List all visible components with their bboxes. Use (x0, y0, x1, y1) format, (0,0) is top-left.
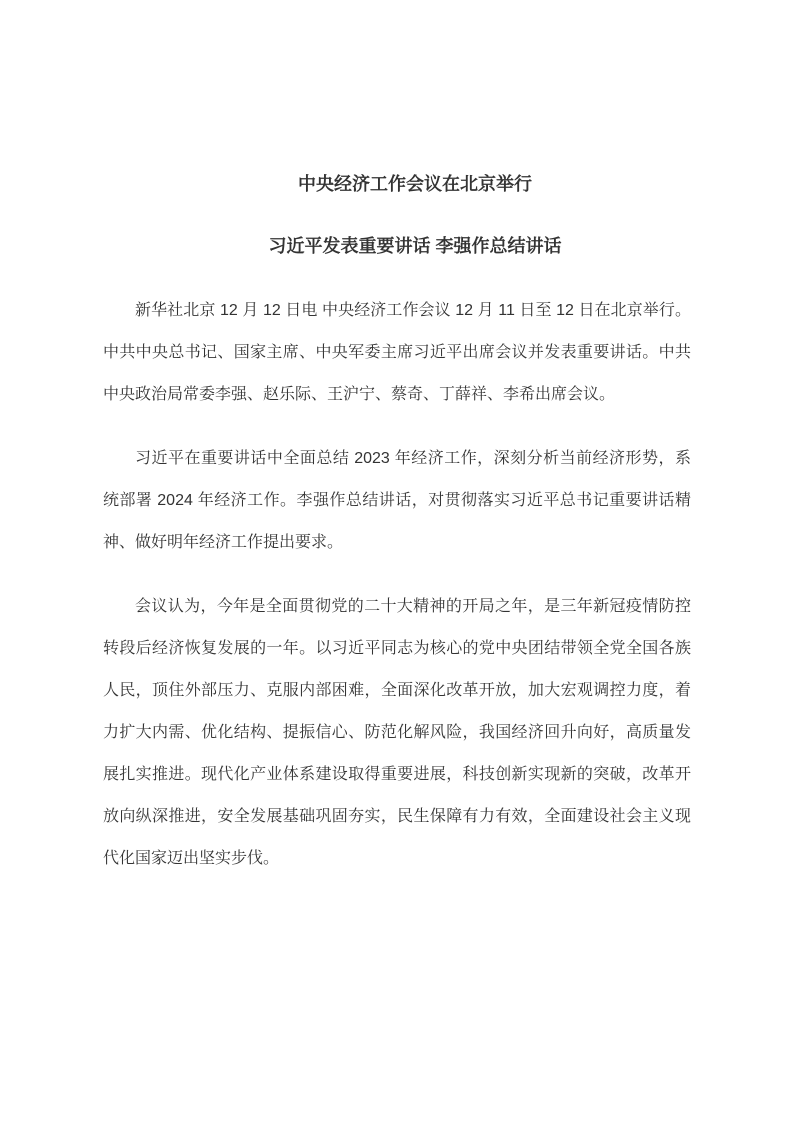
document-subtitle: 习近平发表重要讲话 李强作总结讲话 (268, 236, 562, 256)
paragraph-speeches: 习近平在重要讲话中全面总结 2023 年经济工作，深刻分析当前经济形势，系统部署 2024 年经济工作。李强作总结讲话，对贯彻落实习近平总书记重要讲话精神、做好明年经济工作提出要求。 (103, 450, 691, 551)
paragraph-dateline: 新华社北京 12 月 12 日电 中央经济工作会议 12 月 11 日至 12 日在北京举行。中共中央总书记、国家主席、中央军委主席习近平出席会议并发表重要讲话。中共中央政治局常委李强、赵乐际、王沪宁、蔡奇、丁薛祥、李希出席会议。 (103, 302, 691, 403)
document-title: 中央经济工作会议在北京举行 (298, 174, 532, 194)
paragraph-meeting-review: 会议认为，今年是全面贯彻党的二十大精神的开局之年，是三年新冠疫情防控转段后经济恢复发展的一年。以习近平同志为核心的党中央团结带领全党全国各族人民，顶住外部压力、克服内部困难，全面深化改革开放，加大宏观调控力度，着力扩大内需、优化结构、提振信心、防范化解风险，我国经济回升向好，高质量发展扎实推进。现代化产业体系建设取得重要进展，科技创新实现新的突破，改革开放向纵深推进，安全发展基础巩固夯实，民生保障有力有效，全面建设社会主义现代化国家迈出坚实步伐。 (103, 598, 691, 867)
